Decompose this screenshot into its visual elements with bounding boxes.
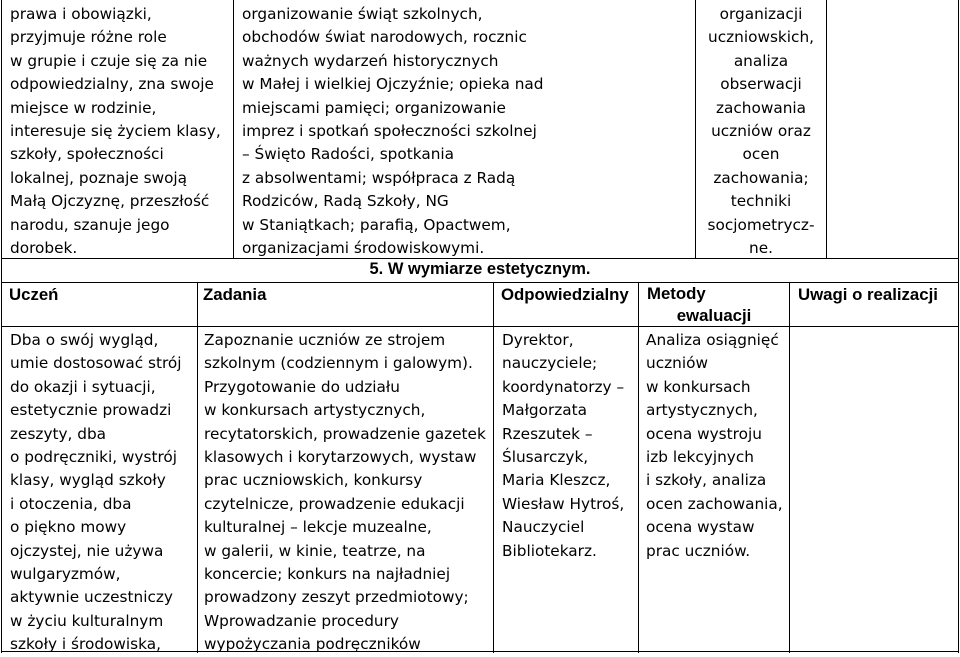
text-line: Bibliotekarz. <box>502 541 597 560</box>
col-divider-3 <box>638 282 639 653</box>
text-line: dorobek. <box>10 239 78 258</box>
top-divider-1 <box>233 0 234 258</box>
text-line: miejsce w rodzinie, <box>10 98 157 117</box>
body-uwagi-cell <box>790 327 958 651</box>
text-line: organizacjami środowiskowymi. <box>242 239 485 258</box>
text-line: i szkoły, analiza <box>646 471 767 490</box>
text-line: do okazji i sytuacji, <box>10 377 156 396</box>
text-line: w życiu kulturalnym <box>10 611 164 630</box>
text-line: wulgaryzmów, <box>10 565 121 584</box>
text-line: i otoczenia, dba <box>10 494 132 513</box>
top-col1-text <box>10 3 221 260</box>
text-line: wypożyczania podręczników <box>204 635 421 654</box>
text-line: zachowania; <box>713 168 809 187</box>
text-line: zachowania <box>715 98 807 117</box>
text-line: w konkursach artystycznych, <box>204 401 426 420</box>
text-line: Wiesław Hytroś, <box>502 494 625 513</box>
text-line: izb lekcyjnych <box>646 448 754 467</box>
text-line: koncercie; konkurs na najładniej <box>204 565 451 584</box>
top-col2-text <box>242 3 544 260</box>
section-title: 5. W wymiarze estetycznym. <box>369 260 591 278</box>
header-uczen: Uczeń <box>9 285 59 304</box>
text-line: recytatorskich, prowadzenie gazetek <box>204 424 486 443</box>
text-line: szkolnym (codziennym i galowym). <box>204 354 473 373</box>
text-line: Analiza osiągnięć <box>646 331 779 349</box>
text-line: umie dostosować strój <box>10 354 182 373</box>
text-line: ocena wystaw <box>646 518 755 537</box>
text-line: prac uczniów. <box>646 541 751 560</box>
text-line: Małgorzata <box>502 401 588 420</box>
text-line: ne. <box>749 239 773 258</box>
text-line: szkoły, społeczności <box>10 145 164 164</box>
text-line: narodu, szanuje jego <box>10 215 170 234</box>
text-line: Wprowadzanie procedury <box>204 611 399 630</box>
body-uczen-text <box>10 329 182 657</box>
col-divider-1 <box>197 282 198 653</box>
body-odpowiedzialny-text <box>502 329 624 563</box>
text-line: przyjmuje różne role <box>10 28 167 47</box>
text-line: Ślusarczyk, <box>502 448 589 467</box>
text-line: prac uczniowskich, konkursy <box>204 471 423 490</box>
text-line: nauczyciele; <box>502 354 598 373</box>
text-line: Małą Ojczyznę, przeszłość <box>10 192 210 211</box>
text-line: ocen <box>742 145 780 164</box>
text-line: ocen zachowania, <box>646 494 783 513</box>
text-line: Zapoznanie uczniów ze strojem <box>204 331 446 349</box>
text-line: techniki <box>730 192 792 211</box>
header-odpowiedzialny: Odpowiedzialny <box>501 285 629 304</box>
text-line: aktywnie uczestniczy <box>10 588 173 607</box>
text-line: klasy, wygląd szkoły <box>10 471 166 490</box>
body-metody-text <box>646 329 783 563</box>
text-line: czytelnicze, prowadzenie edukacji <box>204 494 465 513</box>
text-line: miejscami pamięci; organizowanie <box>242 98 506 117</box>
text-line: lokalnej, poznaje swoją <box>10 168 188 187</box>
text-line: z absolwentami; współpraca z Radą <box>242 168 516 187</box>
text-line: w konkursach <box>646 377 751 396</box>
header-zadania: Zadania <box>203 285 267 304</box>
text-line: Dba o swój wygląd, <box>10 331 159 349</box>
text-line: Przygotowanie do udziału <box>204 377 400 396</box>
header-metody-line: Metody <box>647 284 706 303</box>
text-line: organizowanie świąt szkolnych, <box>242 5 483 23</box>
text-line: uczniów <box>646 354 708 373</box>
text-line: Nauczyciel <box>502 518 585 537</box>
text-line: obserwacji <box>720 75 802 94</box>
text-line: kulturalnej – lekcje muzealne, <box>204 518 432 537</box>
text-line: obchodów świat narodowych, rocznic <box>242 28 527 47</box>
body-zadania-text <box>204 329 486 657</box>
header-metody-line: ewaluacji <box>676 306 752 325</box>
text-line: interesuje się życiem klasy, <box>10 122 221 141</box>
text-line: Rodziców, Radą Szkoły, NG <box>242 192 449 211</box>
text-line: uczniów oraz <box>711 122 811 141</box>
text-line: o podręczniki, wystrój <box>10 448 178 467</box>
col-divider-2 <box>493 282 494 653</box>
text-line: organizacji <box>719 5 803 23</box>
text-line: Rzeszutek – <box>502 424 593 443</box>
text-line: estetycznie prowadzi <box>10 401 172 420</box>
header-uwagi: Uwagi o realizacji <box>798 285 938 304</box>
text-line: zeszyty, dba <box>10 424 107 443</box>
text-line: Dyrektor, <box>502 331 574 349</box>
text-line: analiza <box>733 51 789 70</box>
text-line: w grupie i czuje się za nie <box>10 51 208 70</box>
text-line: prowadzony zeszyt przedmiotowy; <box>204 588 469 607</box>
text-line: klasowych i korytarzowych, wystaw <box>204 448 477 467</box>
text-line: – Święto Radości, spotkania <box>242 145 455 164</box>
text-line: socjometrycz- <box>707 215 815 234</box>
header-metody <box>639 283 789 327</box>
text-line: o piękno mowy <box>10 518 127 537</box>
text-line: szkoły i środowiska, <box>10 635 161 654</box>
text-line: artystycznych, <box>646 401 758 420</box>
text-line: prawa i obowiązki, <box>10 5 152 23</box>
text-line: w Małej i wielkiej Ojczyźnie; opieka nad <box>242 75 544 94</box>
top-divider-3 <box>826 0 827 258</box>
text-line: w galerii, w kinie, teatrze, na <box>204 541 426 560</box>
text-line: ważnych wydarzeń historycznych <box>242 51 499 70</box>
top-col4-text <box>696 3 826 260</box>
text-line: Maria Kleszcz, <box>502 471 611 490</box>
text-line: w Staniątkach; parafią, Opactwem, <box>242 215 511 234</box>
text-line: odpowiedzialny, zna swoje <box>10 75 214 94</box>
text-line: imprez i spotkań społeczności szkolnej <box>242 122 537 141</box>
text-line: koordynatorzy – <box>502 377 625 396</box>
text-line: ojczystej, nie używa <box>10 541 164 560</box>
text-line: uczniowskich, <box>708 28 814 47</box>
text-line: ocena wystroju <box>646 424 762 443</box>
